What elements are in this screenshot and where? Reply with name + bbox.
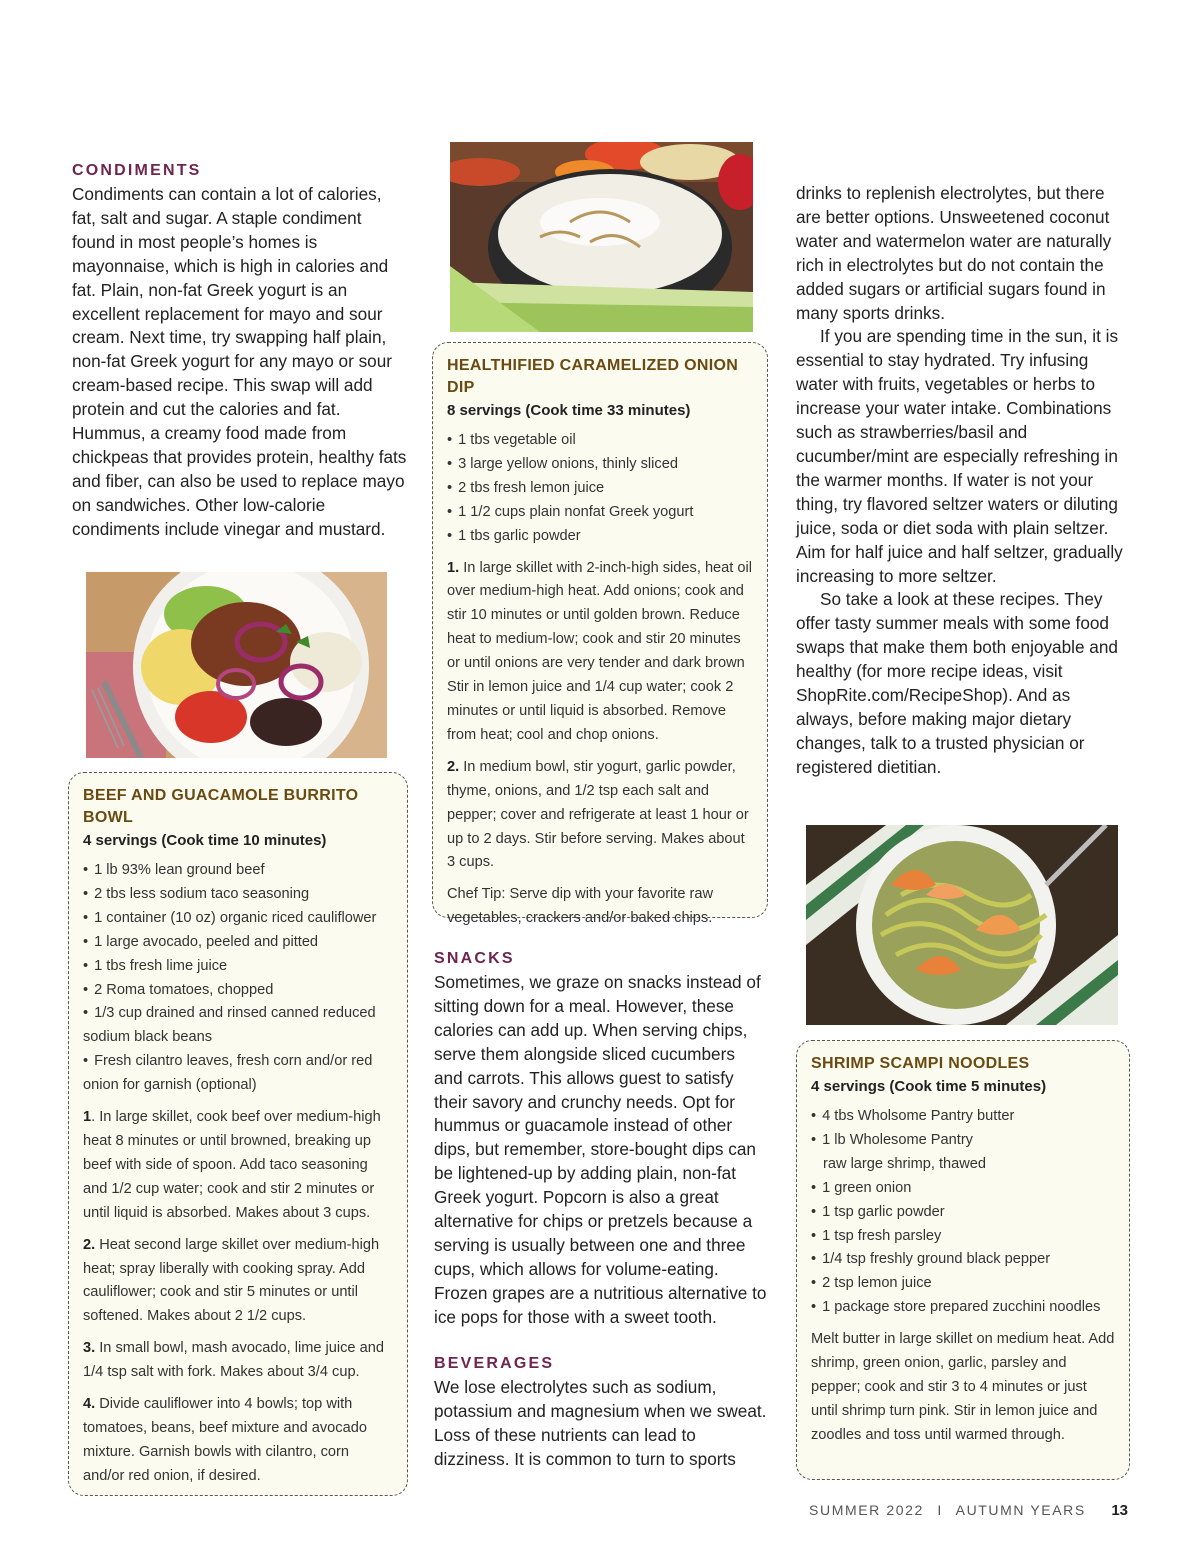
page-footer <box>809 1502 1128 1519</box>
burrito-step-3 <box>83 1337 393 1385</box>
footer-magazine: AUTUMN YEARS <box>955 1502 1086 1518</box>
onion-dip-recipe-title: HEALTHIFIED CARAMELIZED ONION DIP <box>447 357 739 396</box>
step-text: In small bowl, mash avocado, lime juice and 1/4 tsp salt with fork. Makes about 3/4 cup. <box>83 1340 384 1381</box>
shrimp-directions: Melt butter in large skillet on medium heat. Add shrimp, green onion, garlic, parsley and pepper; cook and stir 3 to 4 minutes or just until shrimp turn pink. Stir in lemon juice and zoodles and toss until warmed through. <box>811 1331 1115 1443</box>
list-item: • 1 green onion <box>811 1177 1115 1201</box>
onion-dip-recipe-box <box>432 342 768 927</box>
onion-dip-step-2 <box>447 756 753 876</box>
footer-issue: SUMMER 2022 <box>809 1502 924 1518</box>
list-item: • 3 large yellow onions, thinly sliced <box>447 453 753 477</box>
shrimp-scampi-photo <box>806 825 1118 1025</box>
step-text: Divide cauliflower into 4 bowls; top with tomatoes, beans, beef mixture and avocado mixture. Garnish bowls with cilantro, corn and/or red onion, if desired. <box>83 1396 367 1484</box>
step-number: 3. <box>83 1340 96 1357</box>
step-text: In medium bowl, stir yogurt, garlic powder, thyme, onions, and 1/2 tsp each salt and pepper; cover and refrigerate at least 1 hour or up to 2 days. Stir before serving. Makes about 3 cups. <box>447 758 749 871</box>
list-item: • 1/3 cup drained and rinsed canned reduced sodium black beans <box>83 1002 393 1050</box>
list-item: • 2 Roma tomatoes, chopped <box>83 979 393 1003</box>
beverages-section <box>434 1353 768 1472</box>
list-item: • 1 tsp fresh parsley <box>811 1225 1115 1249</box>
list-item: • 1 large avocado, peeled and pitted <box>83 931 393 955</box>
burrito-recipe-title: BEEF AND GUACAMOLE BURRITO BOWL <box>83 787 359 826</box>
shrimp-recipe-title: SHRIMP SCAMPI NOODLES <box>811 1055 1030 1072</box>
condiments-section <box>72 160 408 542</box>
onion-dip-servings: 8 servings (Cook time 33 minutes) <box>447 402 691 419</box>
list-item: • 1 1/2 cups plain nonfat Greek yogurt <box>447 501 753 525</box>
beverages-paragraph-2: If you are spending time in the sun, it is essential to stay hydrated. Try infusing water with fruits, vegetables or herbs to increase your water intake. Combinations such as strawberries/basil and cucumber/mint are especially refreshing in the warmer months. If water is not your thing, try flavored seltzer waters or diluting juice, soda or diet soda with plain seltzer. Aim for half juice and half seltzer, gradually increasing to more seltzer. <box>796 326 1123 586</box>
footer-separator: I <box>937 1502 943 1518</box>
list-item: • 1 container (10 oz) organic riced cauliflower <box>83 907 393 931</box>
list-item: • 1 package store prepared zucchini noodles <box>811 1296 1115 1320</box>
list-item: • 1/4 tsp freshly ground black pepper <box>811 1248 1115 1272</box>
list-item: • 1 tsp garlic powder <box>811 1201 1115 1225</box>
onion-dip-step-1 <box>447 557 753 748</box>
shrimp-recipe-box <box>796 1040 1130 1480</box>
onion-dip-chef-tip: Chef Tip: Serve dip with your favorite raw vegetables, crackers and/or baked chips. <box>447 886 714 927</box>
step-number: 1 <box>83 1109 92 1126</box>
list-item: • 4 tbs Wholsome Pantry butter <box>811 1105 1115 1129</box>
step-number: 1. <box>447 559 460 576</box>
beverages-text: We lose electrolytes such as sodium, potassium and magnesium when we sweat. Loss of these nutrients can lead to dizziness. It is common to turn to sports <box>434 1377 767 1469</box>
burrito-ingredient-list <box>83 859 393 1098</box>
snacks-text: Sometimes, we graze on snacks instead of sitting down for a meal. However, these calories can add up. When serving chips, serve them alongside sliced cucumbers and carrots. This allows guest to satisfy their savory and crunchy needs. Opt for hummus or guacamole instead of other dips, but remember, store-bought dips can be lightened-up by adding plain, non-fat Greek yogurt. Popcorn is also a great alternative for chips or pretzels because a serving is usually between one and three cups, which allows for volume-eating. Frozen grapes are a nutritious alternative to ice pops for those with a sweet tooth. <box>434 972 767 1327</box>
list-item-continued: raw large shrimp, thawed <box>823 1155 987 1172</box>
list-item: • 2 tsp lemon juice <box>811 1272 1115 1296</box>
page-number: 13 <box>1111 1502 1128 1519</box>
beverages-heading: BEVERAGES <box>434 1355 555 1372</box>
step-text: In large skillet with 2-inch-high sides, heat oil over medium-high heat. Add onions; cook and stir 10 minutes or until golden brown. Reduce heat to medium-low; cook and stir 20 minutes or until onions are very tender and dark brown Stir in lemon juice and 1/4 cup water; cook 2 minutes or until liquid is absorbed. Remove from heat; cool and chop onions. <box>447 559 753 743</box>
list-item: • 1 tbs fresh lime juice <box>83 955 393 979</box>
step-text: . In large skillet, cook beef over medium-high heat 8 minutes or until browned, breaking up beef with side of spoon. Add taco seasoning and 1/2 cup water; cook and stir 2 minutes or until liquid is absorbed. Makes about 3 cups. <box>83 1109 381 1221</box>
burrito-step-1 <box>83 1106 393 1226</box>
list-item: • Fresh cilantro leaves, fresh corn and/or red onion for garnish (optional) <box>83 1050 393 1098</box>
beverages-text-continued: drinks to replenish electrolytes, but there are better options. Unsweetened coconut water and watermelon water are naturally rich in electrolytes but do not contain the added sugars or artificial sugars found in many sports drinks. <box>796 183 1112 323</box>
beverages-paragraph-3: So take a look at these recipes. They offer tasty summer meals with some food swaps that make them both enjoyable and healthy (for more recipe ideas, visit ShopRite.com/RecipeShop). And as always, before making major dietary changes, talk to a trusted physician or registered dietitian. <box>796 589 1118 777</box>
burrito-step-2 <box>83 1234 393 1330</box>
list-item: • 1 tbs vegetable oil <box>447 429 753 453</box>
list-item: • 1 lb 93% lean ground beef <box>83 859 393 883</box>
step-text: Heat second large skillet over medium-high heat; spray liberally with cooking spray. Add cauliflower; cook and stir 5 minutes or until softened. Makes about 2 1/2 cups. <box>83 1236 380 1325</box>
condiments-heading: CONDIMENTS <box>72 162 202 179</box>
snacks-section <box>434 948 768 1330</box>
list-item: • 1 lb Wholesome Pantry <box>811 1129 1115 1153</box>
condiments-text: Condiments can contain a lot of calories, fat, salt and sugar. A staple condiment found in most people’s homes is mayonnaise, which is high in calories and fat. Plain, non-fat Greek yogurt is an excellent replacement for mayo and sour cream. Next time, try swapping half plain, non-fat Greek yogurt for any mayo or sour cream-based recipe. This swap will add protein and cut the calories and fat. Hummus, a creamy food made from chickpeas that provides protein, healthy fats and fiber, can also be used to replace mayo on sandwiches. Other low-calorie condiments include vinegar and mustard. <box>72 184 407 539</box>
list-item: • 1 tbs garlic powder <box>447 525 753 549</box>
shrimp-ingredient-list <box>811 1105 1115 1320</box>
beverages-continued <box>796 182 1132 780</box>
burrito-bowl-photo <box>86 572 387 758</box>
burrito-servings: 4 servings (Cook time 10 minutes) <box>83 832 327 849</box>
onion-dip-photo <box>450 142 753 332</box>
step-number: 2. <box>447 758 460 775</box>
step-number: 4. <box>83 1396 96 1413</box>
burrito-step-4 <box>83 1393 393 1489</box>
step-number: 2. <box>83 1236 96 1253</box>
list-item: • 2 tbs fresh lemon juice <box>447 477 753 501</box>
list-item: • 2 tbs less sodium taco seasoning <box>83 883 393 907</box>
shrimp-servings: 4 servings (Cook time 5 minutes) <box>811 1078 1047 1095</box>
onion-dip-ingredient-list <box>447 429 753 549</box>
snacks-heading: SNACKS <box>434 950 515 967</box>
burrito-recipe-box <box>68 772 408 1496</box>
